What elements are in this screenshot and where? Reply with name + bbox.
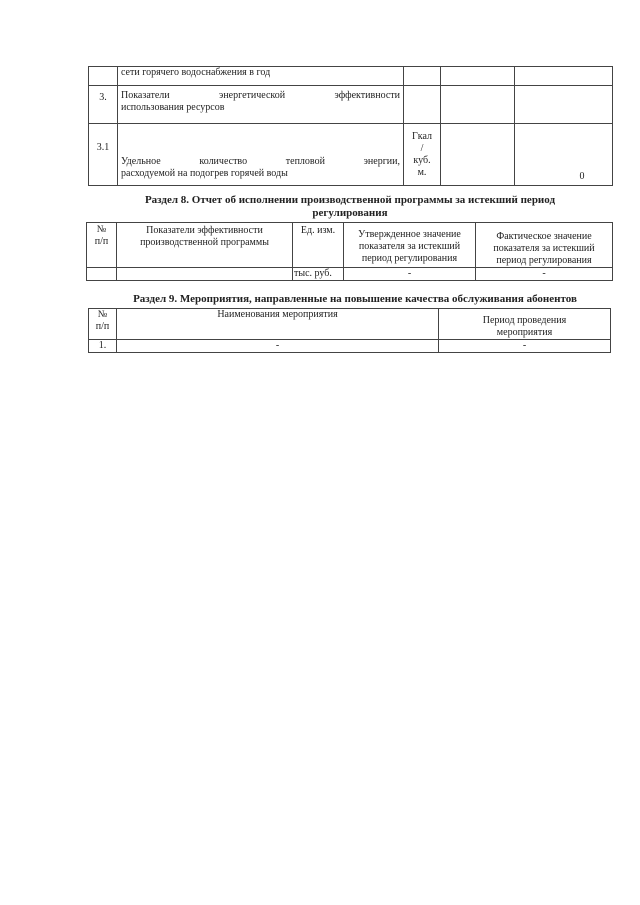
table-row [89,340,611,353]
section8-title: Раздел 8. Отчет об исполнении производственной программы за истекший период регулирования [144,194,556,219]
section9-table [88,308,611,353]
indicator-text: сети горячего водоснабжения в год [118,67,404,86]
activity-period: - [439,340,611,353]
table-row [89,124,613,186]
section9-title: Раздел 9. Мероприятия, направленные на повышение качества обслуживания абонентов [133,293,577,305]
value-cell [515,86,613,124]
energy-efficiency-table [88,66,613,186]
actual-value: - [476,268,613,281]
col-header-unit: Ед. изм. [293,223,344,268]
unit-cell: Гкал / куб. м. [404,124,441,186]
row-number: 3. [89,86,118,124]
col-header-number: № п/п [89,309,117,340]
value-cell [441,67,515,86]
row-number: 3.1 [89,124,118,186]
table-header-row [87,223,613,268]
col-header-period: Период проведения мероприятия [439,309,611,340]
table-row [87,268,613,281]
col-header-indicators: Показатели эффективности производственной программы [117,223,293,268]
approved-value: - [344,268,476,281]
value-cell [515,67,613,86]
indicator-text: Удельное количество тепловой энергии, расходуемой на подогрев горячей воды [118,124,404,186]
col-header-activity-name: Наименования мероприятия [117,309,439,340]
section8-table [86,222,613,281]
table-header-row [89,309,611,340]
value-cell: 0 [515,124,613,186]
row-number: 1. [89,340,117,353]
value-cell [441,124,515,186]
indicator-name [117,268,293,281]
value-cell [441,86,515,124]
unit-cell: тыс. руб. [293,268,344,281]
table-row [89,86,613,124]
activity-name: - [117,340,439,353]
unit-cell [404,67,441,86]
unit-cell [404,86,441,124]
indicator-text: Показатели энергетической эффективности использования ресурсов [118,86,404,124]
row-number [89,67,118,86]
table-row [89,67,613,86]
col-header-actual: Фактическое значение показателя за истекший период регулирования [476,223,613,268]
col-header-approved: Утвержденное значение показателя за истекший период регулирования [344,223,476,268]
row-number [87,268,117,281]
col-header-number: № п/п [87,223,117,268]
